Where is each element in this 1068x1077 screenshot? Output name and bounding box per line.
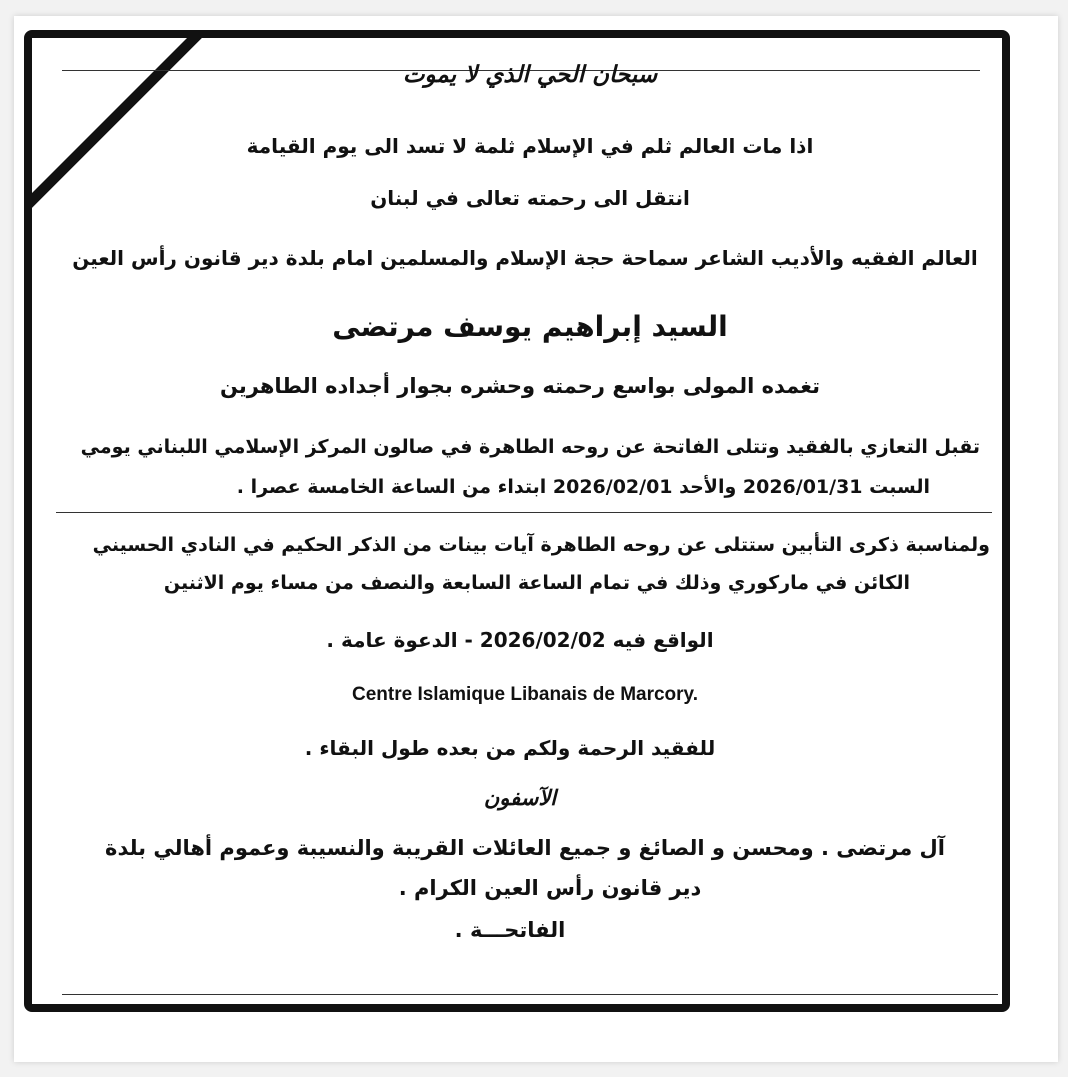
header-verse: سبحان الحي الذي لا يموت	[402, 62, 658, 88]
middle-divider	[56, 512, 992, 513]
memorial-line-2: الكائن في ماركوري وذلك في تمام الساعة السابعة والنصف من مساء يوم الاثنين	[163, 572, 910, 594]
mourning-ribbon-inner	[32, 38, 187, 193]
prayer-line: تغمده المولى بواسع رحمته وحشره بجوار أجداده الطاهرين	[220, 374, 820, 398]
memorial-date: الواقع فيه 2026/02/02 - الدعوة عامة .	[326, 628, 714, 652]
title-line: العالم الفقيه والأديب الشاعر سماحة حجة الإسلام والمسلمين امام بلدة دير قانون رأس العين	[72, 246, 978, 270]
condolence-line-2: السبت 2026/01/31 والأحد 2026/02/01 ابتداء من الساعة الخامسة عصرا .	[236, 476, 930, 498]
closing-line: للفقيد الرحمة ولكم من بعده طول البقاء .	[304, 736, 716, 760]
fatiha-line: الفاتحـــة .	[454, 918, 566, 942]
opening-hadith: اذا مات العالم ثلم في الإسلام ثلمة لا تسد الى يوم القيامة	[246, 134, 814, 158]
condolence-line-1: تقبل التعازي بالفقيد وتتلى الفاتحة عن روحه الطاهرة في صالون المركز الإسلامي اللبناني يومي	[80, 436, 980, 458]
bottom-divider	[62, 994, 998, 995]
deceased-name: السيد إبراهيم يوسف مرتضى	[332, 310, 728, 343]
announcement-line: انتقل الى رحمته تعالى في لبنان	[370, 186, 690, 210]
mourners-line-1: آل مرتضى . ومحسن و الصائغ و جميع العائلات القريبة والنسيبة وعموم أهالي بلدة	[105, 836, 945, 860]
mourners-line-2: دير قانون رأس العين الكرام .	[398, 876, 702, 900]
venue-name: Centre Islamique Libanais de Marcory.	[352, 684, 698, 705]
memorial-line-1: ولمناسبة ذكرى التأبين ستتلى عن روحه الطاهرة آيات بينات من الذكر الحكيم في النادي الحسيني	[92, 534, 990, 556]
mourning-frame	[24, 30, 1010, 1012]
mourners-title: الآسفون	[483, 786, 557, 810]
